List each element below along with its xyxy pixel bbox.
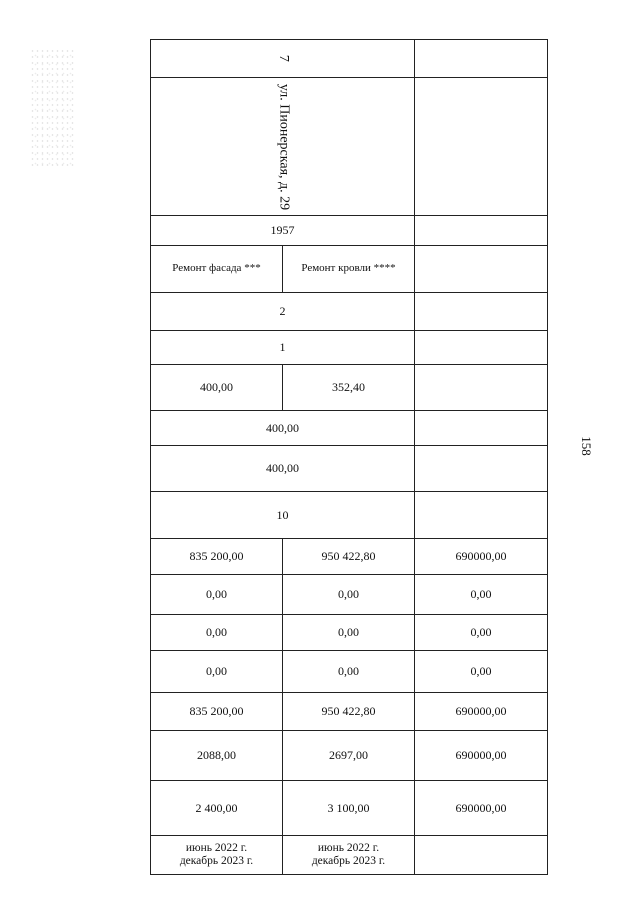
value-cell: 0,00 — [283, 615, 415, 651]
value-cell: 1 — [151, 331, 415, 365]
value-cell: 2 — [151, 293, 415, 331]
value-cell: 0,00 — [151, 651, 283, 693]
value-cell: 400,00 — [151, 365, 283, 411]
value-cell: 0,00 — [415, 651, 548, 693]
scan-artifact — [30, 48, 74, 168]
value-cell: 400,00 — [151, 411, 415, 446]
value-cell: 835 200,00 — [151, 539, 283, 575]
address-text: ул. Пионерская, д. 29 — [275, 83, 291, 210]
table-row-year — [151, 216, 548, 246]
empty-cell — [415, 246, 548, 293]
table-row — [151, 365, 548, 411]
period-cell-facade — [151, 836, 283, 875]
value-cell: 352,40 — [283, 365, 415, 411]
table-row — [151, 731, 548, 781]
table-row — [151, 492, 548, 539]
document-table — [150, 39, 548, 875]
empty-cell — [415, 446, 548, 492]
value-cell: 2 400,00 — [151, 781, 283, 836]
period-start: июнь 2022 г. — [185, 841, 248, 854]
empty-cell — [415, 411, 548, 446]
period-cell-roof — [283, 836, 415, 875]
value-cell: 0,00 — [151, 615, 283, 651]
value-cell: 2088,00 — [151, 731, 283, 781]
work-type-facade: Ремонт фасада *** — [151, 246, 283, 293]
empty-cell — [415, 78, 548, 216]
empty-cell — [415, 331, 548, 365]
table-row — [151, 411, 548, 446]
value-cell: 10 — [151, 492, 415, 539]
empty-cell — [415, 40, 548, 78]
empty-cell — [415, 836, 548, 875]
table-row-work-types — [151, 246, 548, 293]
period-end: декабрь 2023 г. — [179, 855, 254, 867]
table-row — [151, 651, 548, 693]
table-row — [151, 575, 548, 615]
table-row — [151, 781, 548, 836]
value-cell: 400,00 — [151, 446, 415, 492]
value-cell: 835 200,00 — [151, 693, 283, 731]
object-number: 7 — [275, 54, 291, 62]
value-cell: 950 422,80 — [283, 539, 415, 575]
value-cell: 690000,00 — [415, 693, 548, 731]
empty-cell — [415, 492, 548, 539]
value-cell: 3 100,00 — [283, 781, 415, 836]
work-type-roof: Ремонт кровли **** — [283, 246, 415, 293]
value-cell: 0,00 — [283, 575, 415, 615]
table-row — [151, 693, 548, 731]
page-number: 158 — [578, 436, 594, 456]
value-cell: 690000,00 — [415, 731, 548, 781]
object-number-cell — [151, 40, 415, 78]
table-row — [151, 446, 548, 492]
value-cell: 690000,00 — [415, 781, 548, 836]
empty-cell — [415, 293, 548, 331]
empty-cell — [415, 365, 548, 411]
empty-cell — [415, 216, 548, 246]
value-cell: 0,00 — [415, 575, 548, 615]
period-start: июнь 2022 г. — [317, 841, 380, 854]
table-row-number — [151, 40, 548, 78]
period-end: декабрь 2023 г. — [311, 855, 386, 867]
table-row — [151, 293, 548, 331]
value-cell: 950 422,80 — [283, 693, 415, 731]
table-row-address — [151, 78, 548, 216]
table-row — [151, 539, 548, 575]
table-row — [151, 331, 548, 365]
value-cell: 0,00 — [151, 575, 283, 615]
value-cell: 2697,00 — [283, 731, 415, 781]
table-row-period — [151, 836, 548, 875]
address-cell — [151, 78, 415, 216]
table-row — [151, 615, 548, 651]
value-cell: 690000,00 — [415, 539, 548, 575]
value-cell: 0,00 — [415, 615, 548, 651]
value-cell: 0,00 — [283, 651, 415, 693]
year-cell: 1957 — [151, 216, 415, 246]
